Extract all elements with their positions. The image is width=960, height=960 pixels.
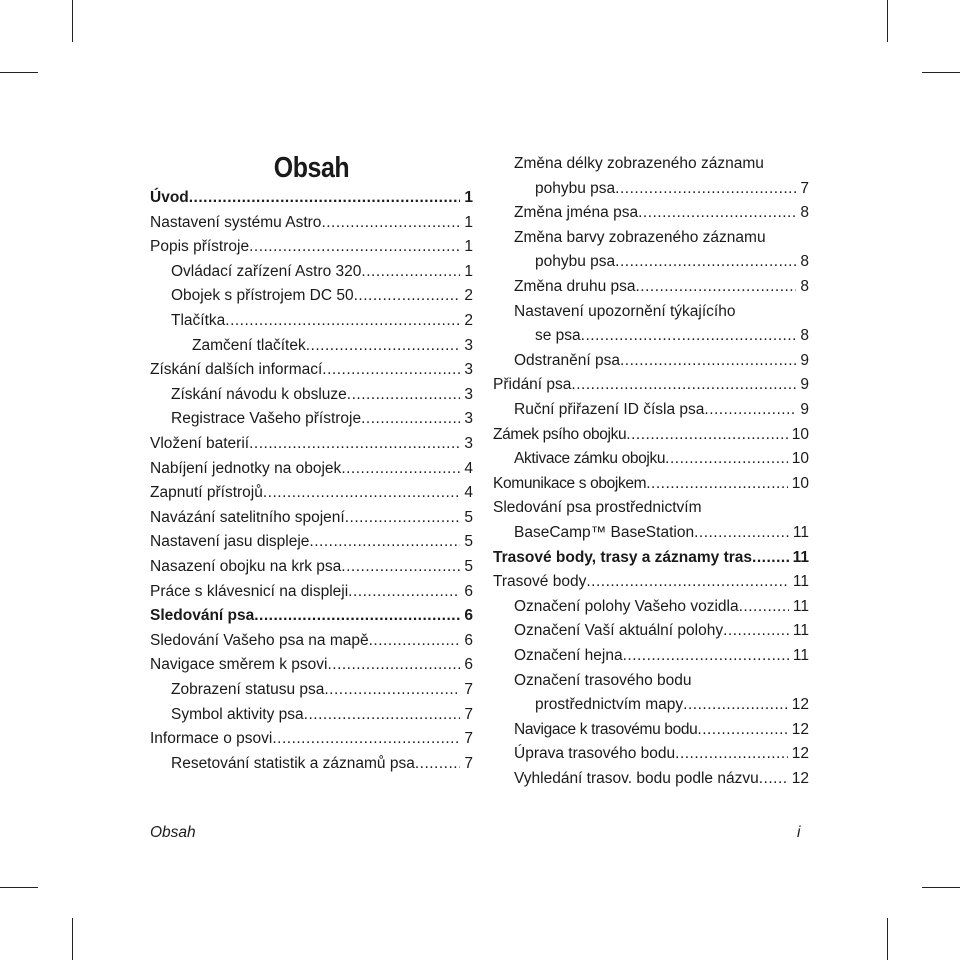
toc-entry-title: Vyhledání trasov. bodu podle názvu [514,770,759,787]
toc-entry-title: Zámek psího obojku [493,425,627,443]
toc-entry [150,211,473,235]
toc-entry [493,521,809,545]
dot-leader [361,407,460,431]
toc-entry [493,275,809,299]
toc-entry-title: Zamčení tlačítek [192,336,306,354]
toc-entry-title: Označení polohy Vašeho vozidla [514,597,739,615]
dot-leader [646,472,788,496]
dot-leader [354,284,461,308]
toc-entry [150,260,473,284]
toc-entry-title: Navigace k trasovému bodu [514,720,698,738]
toc-entry [150,555,473,579]
toc-entry-title: BaseCamp™ BaseStation [514,524,695,541]
toc-entry [493,595,809,619]
dot-leader [327,653,460,677]
toc-page-number: 6 [464,582,473,600]
toc-page-number: 5 [464,533,473,551]
toc-page-number: 3 [464,410,473,428]
toc-entry [150,752,473,776]
crop-mark [922,72,960,73]
dot-leader [638,201,796,225]
dot-leader [739,595,789,619]
toc-entry [493,742,809,766]
toc-entry-title: Sledování psa prostřednictvím [493,499,702,517]
footer-section-name: Obsah [150,824,196,841]
toc-page-number: 12 [791,720,809,738]
dot-leader [623,644,789,668]
toc-entry [493,250,809,274]
toc-entry [493,669,809,693]
toc-page-number: 1 [464,189,473,206]
toc-entry-title: Práce s klávesnicí na displeji [150,582,349,600]
toc-page-number: 11 [792,573,809,591]
toc-entry [493,152,809,176]
toc-page-number: 3 [464,361,473,379]
toc-page-number: 12 [791,770,809,787]
dot-leader [225,309,460,333]
toc-page-number: 8 [800,204,809,222]
toc-entry-title: Úvod [150,189,189,206]
toc-page-number: 4 [464,459,473,477]
dot-leader [620,349,796,373]
toc-page-number: 12 [791,696,809,714]
toc-entry [150,383,473,407]
toc-page-number: 11 [792,548,809,566]
crop-mark [0,72,38,73]
toc-entry-title: Označení trasového bodu [514,671,692,689]
dot-leader [304,703,461,727]
dot-leader [254,604,460,628]
toc-page-number: 5 [464,558,473,575]
toc-entry-title: Nastavení upozornění týkajícího [514,302,736,320]
toc-entry-title: Změna jména psa [514,204,639,222]
toc-entry-title: Vložení baterií [150,435,250,452]
toc-entry [493,423,809,447]
toc-entry-title: Nasazení obojku na krk psa [150,558,342,575]
crop-mark [922,887,960,888]
toc-entry-title: Úprava trasového bodu [514,745,676,763]
dot-leader [341,555,460,579]
toc-entry [493,693,809,717]
dot-leader [249,235,460,259]
toc-entry-title: Označení Vaší aktuální polohy [514,622,724,640]
toc-entry-title: Nastavení systému Astro [150,213,322,231]
page-title: Obsah [273,152,350,184]
toc-entry-title: Trasové body, trasy a záznamy tras [493,548,753,566]
toc-entry [493,447,809,471]
toc-page-number: 10 [791,425,809,443]
toc-entry [493,373,809,397]
toc-entry [150,457,473,481]
dot-leader [345,506,461,530]
toc-entry [493,496,809,520]
toc-entry-title: Nabíjení jednotky na obojek [150,459,342,477]
toc-entry [150,481,473,505]
dot-leader [324,678,460,702]
toc-page-number: 7 [464,681,473,698]
dot-leader [369,629,461,653]
toc-entry [493,324,809,348]
toc-entry [493,300,809,324]
dot-leader [249,432,460,456]
toc-page-number: 1 [464,213,473,231]
dot-leader [272,727,460,751]
toc-page-number: 3 [464,336,473,354]
toc-entry-title: Komunikace s obojkem [493,474,647,492]
toc-entry-title: Navázání satelitního spojení [150,508,345,526]
toc-entry-title: Získání návodu k obsluze [171,385,347,403]
dot-leader [263,481,461,505]
dot-leader [322,358,460,382]
crop-mark [72,918,73,960]
toc-entry [150,703,473,727]
dot-leader [347,383,461,407]
toc-entry [493,644,809,668]
toc-entry-title: Resetování statistik a záznamů psa [171,754,415,772]
dot-leader [306,334,461,358]
toc-entry-title: Změna druhu psa [514,278,636,295]
toc-entry-title: se psa [535,327,581,345]
toc-page-number: 9 [800,351,809,369]
toc-entry-title: Popis přístroje [150,238,250,256]
toc-page-number: 11 [792,597,809,615]
toc-page-number: 7 [464,705,473,723]
toc-page-number: 2 [464,312,473,329]
footer-page-number: i [797,824,801,841]
toc-entry [150,530,473,554]
dot-leader [704,398,796,422]
toc-page-number: 5 [464,508,473,526]
toc-page-number: 1 [464,238,473,256]
toc-page-number: 8 [800,253,809,271]
dot-leader [723,619,789,643]
toc-page-number: 2 [464,287,473,305]
toc-entry-title: Sledování Vašeho psa na mapě [150,631,369,649]
dot-leader [571,373,796,397]
toc-entry-title: Ruční přiřazení ID čísla psa [514,401,705,418]
toc-page-number: 10 [791,474,809,492]
toc-page-number: 12 [791,745,809,763]
toc-entry-title: Navigace směrem k psovi [150,656,328,674]
toc-entry [150,727,473,751]
crop-mark [887,0,888,42]
dot-leader [636,275,797,299]
toc-entry-title: pohybu psa [535,253,616,271]
toc-entry-title: Trasové body [493,573,587,591]
toc-page-number: 8 [800,327,809,345]
dot-leader [309,530,460,554]
toc-page-number: 10 [791,450,809,468]
toc-entry [150,407,473,431]
toc-page-number: 7 [464,730,473,748]
toc-page-number: 11 [792,647,809,664]
toc-page-number: 6 [464,656,473,674]
toc-entry-title: Zapnutí přístrojů [150,484,263,502]
toc-entry [150,653,473,677]
toc-entry [150,358,473,382]
toc-entry-title: Symbol aktivity psa [171,705,304,723]
toc-page-number: 11 [792,622,809,640]
toc-entry-title: Přidání psa [493,376,572,394]
toc-entry [150,580,473,604]
toc-entry [493,718,809,742]
dot-leader [752,546,789,570]
dot-leader [626,423,787,447]
toc-entry [150,678,473,702]
toc-page-number: 6 [464,607,473,625]
dot-leader [759,767,788,791]
toc-entry-title: Tlačítka [171,312,226,329]
toc-entry [493,619,809,643]
toc-entry-title: Označení hejna [514,647,623,664]
toc-entry [150,506,473,530]
toc-entry-title: Ovládací zařízení Astro 320 [171,262,362,280]
toc-entry [150,309,473,333]
toc-entry [493,226,809,250]
toc-page-number: 11 [792,524,809,541]
toc-entry [150,235,473,259]
toc-entry-title: Sledování psa [150,607,255,625]
toc-entry [150,604,473,628]
toc-entry [493,767,809,791]
toc-entry [493,177,809,201]
dot-leader [415,752,461,776]
toc-entry-title: Získání dalších informací [150,361,323,379]
toc-page-number: 9 [800,401,809,418]
toc-entry [493,472,809,496]
toc-entry [493,570,809,594]
dot-leader [586,570,789,594]
dot-leader [697,718,787,742]
dot-leader [341,457,460,481]
toc-entry [493,398,809,422]
dot-leader [581,324,797,348]
dot-leader [683,693,788,717]
toc-entry [150,432,473,456]
toc-entry-title: Změna délky zobrazeného záznamu [514,155,764,172]
dot-leader [615,250,796,274]
toc-entry-title: Nastavení jasu displeje [150,533,310,551]
dot-leader [189,186,461,210]
toc-page-number: 7 [800,179,809,197]
toc-entry-title: pohybu psa [535,179,616,197]
toc-entry [150,284,473,308]
toc-entry-title: Aktivace zámku obojku [514,450,666,468]
toc-page-number: 6 [464,631,473,649]
toc-entry-title: prostřednictvím mapy [535,696,684,714]
dot-leader [321,211,460,235]
toc-entry-title: Odstranění psa [514,351,620,369]
toc-entry [150,186,473,210]
toc-entry [493,546,809,570]
toc-entry [493,201,809,225]
toc-entry-title: Registrace Vašeho přístroje [171,410,362,428]
toc-page-number: 4 [464,484,473,502]
toc-entry [150,629,473,653]
toc-page-number: 7 [464,754,473,772]
toc-entry-title: Zobrazení statusu psa [171,681,325,698]
toc-page-number: 8 [800,278,809,295]
dot-leader [361,260,460,284]
dot-leader [694,521,789,545]
toc-entry [493,349,809,373]
toc-page-number: 9 [800,376,809,394]
toc-page-number: 1 [464,262,473,280]
toc-page-number: 3 [464,385,473,403]
crop-mark [0,887,38,888]
dot-leader [675,742,788,766]
dot-leader [615,177,796,201]
crop-mark [72,0,73,42]
dot-leader [348,580,460,604]
toc-entry-title: Změna barvy zobrazeného záznamu [514,228,766,246]
crop-mark [887,918,888,960]
toc-page-number: 3 [464,435,473,452]
toc-entry-title: Obojek s přístrojem DC 50 [171,287,354,305]
toc-entry-title: Informace o psovi [150,730,273,748]
toc-entry [150,334,473,358]
dot-leader [665,447,788,471]
